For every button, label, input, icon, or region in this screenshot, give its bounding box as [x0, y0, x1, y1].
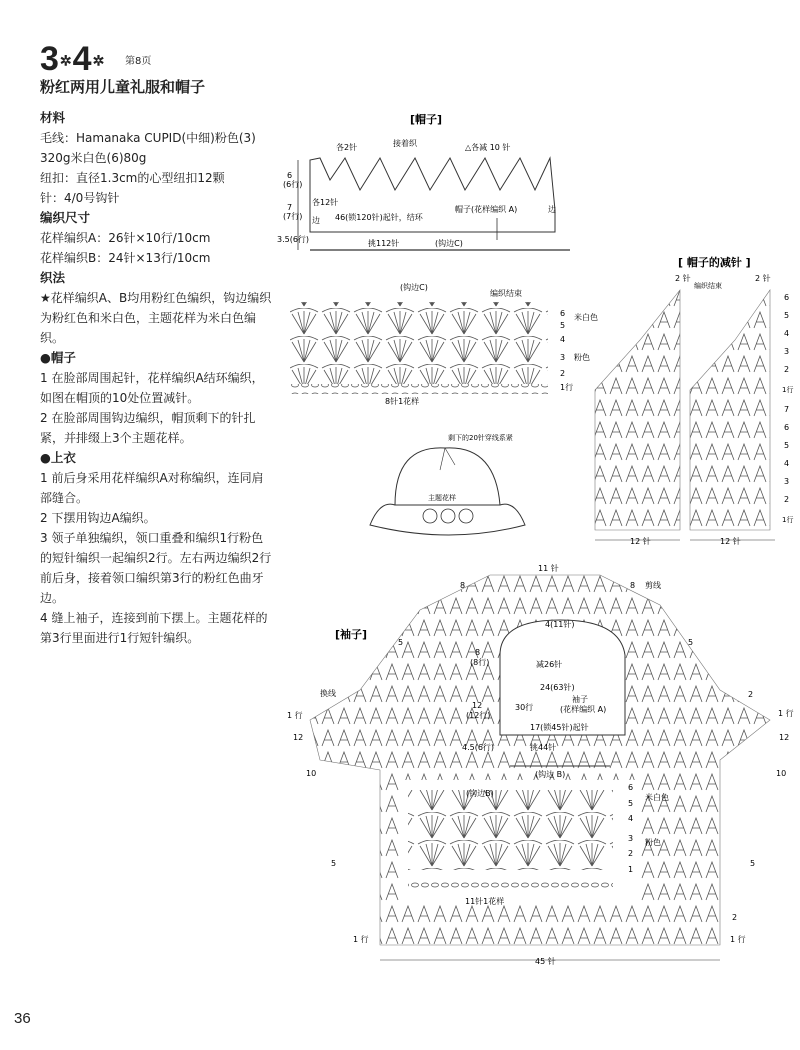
materials-item: 针：4/0号钩针	[40, 191, 120, 205]
method-intro: ★花样编织A、B均用粉红色编织，钩边编织为粉红色和米白色，主题花样为米白色编织。	[40, 291, 272, 345]
sketch-h12r: (12行)	[466, 711, 491, 720]
row-label: 1 行	[778, 709, 794, 718]
row-label: 1 行	[353, 935, 369, 944]
materials-item: 毛线：Hamanaka CUPID(中细)粉色(3)	[40, 131, 256, 145]
page-number: 36	[14, 1010, 31, 1027]
row-label: 12	[293, 733, 304, 742]
height-7-rows: (7行)	[283, 212, 303, 221]
row-label: 8	[460, 581, 466, 590]
note-dec: △各减 10 针	[465, 143, 511, 152]
row-label: 5	[331, 859, 337, 868]
pick-note: 挑112针	[368, 239, 400, 248]
row-label: 12	[779, 733, 790, 742]
bottom-right-note: 12 针	[720, 537, 741, 546]
row-label: 10	[306, 769, 317, 778]
sketch-top: 4(11针)	[545, 620, 575, 629]
edge-right: 边	[548, 205, 556, 214]
chain-note: 46(锁120针)起针，结环	[335, 213, 423, 222]
hat-label: [帽子]	[410, 113, 443, 126]
top-right-note: 2 针	[755, 274, 771, 283]
row-label: 3	[784, 477, 790, 486]
note-12: 各12针	[312, 198, 339, 207]
top-heading: ●上衣	[40, 450, 76, 465]
sketch-dec: 减26针	[536, 660, 563, 669]
sketch-pattern: (花样编织 A)	[560, 705, 607, 714]
hat-schematic	[277, 112, 570, 250]
row-label: 5	[784, 311, 790, 320]
end-note: 编织结束	[694, 282, 722, 290]
height-6-rows: (6行)	[283, 180, 303, 189]
page-reference: 第8页	[125, 56, 152, 67]
row-label: 2	[560, 369, 566, 378]
hat-heading: ●帽子	[40, 350, 76, 365]
row-label: 5	[398, 638, 404, 647]
row-label: 1	[628, 865, 634, 874]
row-label: 2	[628, 849, 634, 858]
motif-note: 主题花样	[428, 494, 456, 502]
row-label: 7	[784, 405, 790, 414]
materials-heading: 材料	[40, 110, 66, 125]
gauge-heading: 编织尺寸	[40, 210, 91, 225]
sleeve-bottom: 45 针	[535, 957, 556, 966]
row-label: 4	[560, 335, 566, 344]
row-label: 6	[784, 293, 790, 302]
row-label: 5	[750, 859, 756, 868]
materials-item: 320g米白色(6)80g	[40, 151, 147, 165]
sketch-w24: 24(63针)	[540, 683, 575, 692]
hat-dec-label: [ 帽子的减针 ]	[678, 256, 751, 269]
sketch-h8r: (8行)	[470, 658, 490, 667]
top-left-note: 2 针	[675, 274, 691, 283]
note-2st: 各2针	[336, 143, 358, 152]
sleeve-label: [袖子]	[335, 628, 368, 641]
row-label: 5	[628, 799, 634, 808]
repeat-note: 11针1花样	[465, 897, 505, 906]
method-heading: 织法	[40, 270, 66, 285]
row-label: 5	[688, 638, 694, 647]
row-label: 2	[732, 913, 738, 922]
cut-note: 剪线	[645, 581, 661, 590]
row-label: 6	[628, 783, 634, 792]
row-label: 2	[784, 495, 790, 504]
row-label: 1行	[560, 383, 574, 392]
sketch-edge-b: (钩边 B)	[535, 770, 566, 779]
color-a: 米白色	[574, 313, 598, 322]
edge-c-label: (钩边C)	[400, 283, 428, 292]
row-label: 4	[784, 459, 790, 468]
sketch-chain: 17(锁45针)起针	[530, 723, 589, 732]
top-step: 3 领子单独编织，领口重叠和编织1行粉色的短针编织一起编织2行。左右两边编织2行前后身，接着领口编织第3行的粉红色曲牙边。	[40, 531, 272, 605]
edge-b-label: (钩边B)	[466, 789, 494, 798]
row-label: 3	[784, 347, 790, 356]
row-label: 1 行	[730, 935, 746, 944]
height-7: 7	[287, 203, 293, 212]
edge-c-note: (钩边C)	[435, 239, 463, 248]
row-label: 1行	[782, 516, 794, 524]
row-label: 6	[784, 423, 790, 432]
row-label: 3	[628, 834, 634, 843]
repeat-note: 8针1花样	[385, 397, 420, 406]
gauge-item: 花样编织A：26针×10行/10cm	[40, 231, 211, 245]
edge-left: 边	[312, 216, 320, 225]
hat-decrease-chart	[595, 255, 793, 546]
row-label: 6	[560, 309, 566, 318]
row-label: 1行	[782, 386, 794, 394]
sketch-rows: 30行	[515, 703, 534, 712]
row-label: 1 行	[287, 711, 303, 720]
edge-c-chart	[290, 282, 598, 406]
height-35: 3.5(6行)	[277, 235, 310, 244]
hat-sketch-note-text: 剩下的20针穿线系紧	[448, 434, 513, 442]
row-label: 4	[628, 814, 634, 823]
hat-step: 2 在脸部周围钩边编织，帽顶剩下的针扎紧，并排缀上3个主题花样。	[40, 411, 256, 445]
pattern-number: 3✲4✲	[40, 40, 106, 78]
join-note: 换线	[320, 689, 336, 698]
height-6: 6	[287, 171, 293, 180]
edge-c-end: 编织结束	[490, 289, 522, 298]
row-label: 4	[784, 329, 790, 338]
color-b: 粉色	[574, 353, 590, 362]
color-a: 米白色	[645, 793, 669, 802]
pattern-note: 帽子(花样编织 A)	[455, 205, 518, 214]
row-label: 2	[748, 690, 754, 699]
top-step: 1 前后身采用花样编织A对称编织，连同肩部缝合。	[40, 471, 264, 505]
materials-item: 纽扣：直径1.3cm的心型纽扣12颗	[40, 171, 225, 185]
sleeve-top: 11 针	[538, 564, 559, 573]
row-label: 8	[630, 581, 636, 590]
top-step: 4 缝上袖子，连接到前下摆上。主题花样的第3行里面进行1行短针编织。	[40, 611, 268, 645]
sleeve-chart	[287, 563, 794, 966]
page-title: 粉红两用儿童礼服和帽子	[40, 78, 206, 96]
hat-sketch	[370, 433, 525, 535]
row-label: 2	[784, 365, 790, 374]
color-b: 粉色	[645, 838, 661, 847]
sketch-h12: 12	[472, 701, 483, 710]
sketch-name: 袖子	[572, 695, 588, 704]
top-step: 2 下摆用钩边A编织。	[40, 511, 156, 525]
row-label: 5	[784, 441, 790, 450]
gauge-item: 花样编织B：24针×13行/10cm	[40, 251, 211, 265]
note-join: 接着织	[393, 139, 417, 148]
hat-step: 1 在脸部周围起针，花样编织A结环编织，如图在帽顶的10处位置减针。	[40, 371, 264, 405]
bottom-left-note: 12 针	[630, 537, 651, 546]
sketch-pick: 挑44针	[530, 743, 557, 752]
sketch-h45: 4.5(6行)	[462, 743, 495, 752]
sketch-h8: 8	[475, 648, 481, 657]
row-label: 5	[560, 321, 566, 330]
row-label: 10	[776, 769, 787, 778]
row-label: 3	[560, 353, 566, 362]
